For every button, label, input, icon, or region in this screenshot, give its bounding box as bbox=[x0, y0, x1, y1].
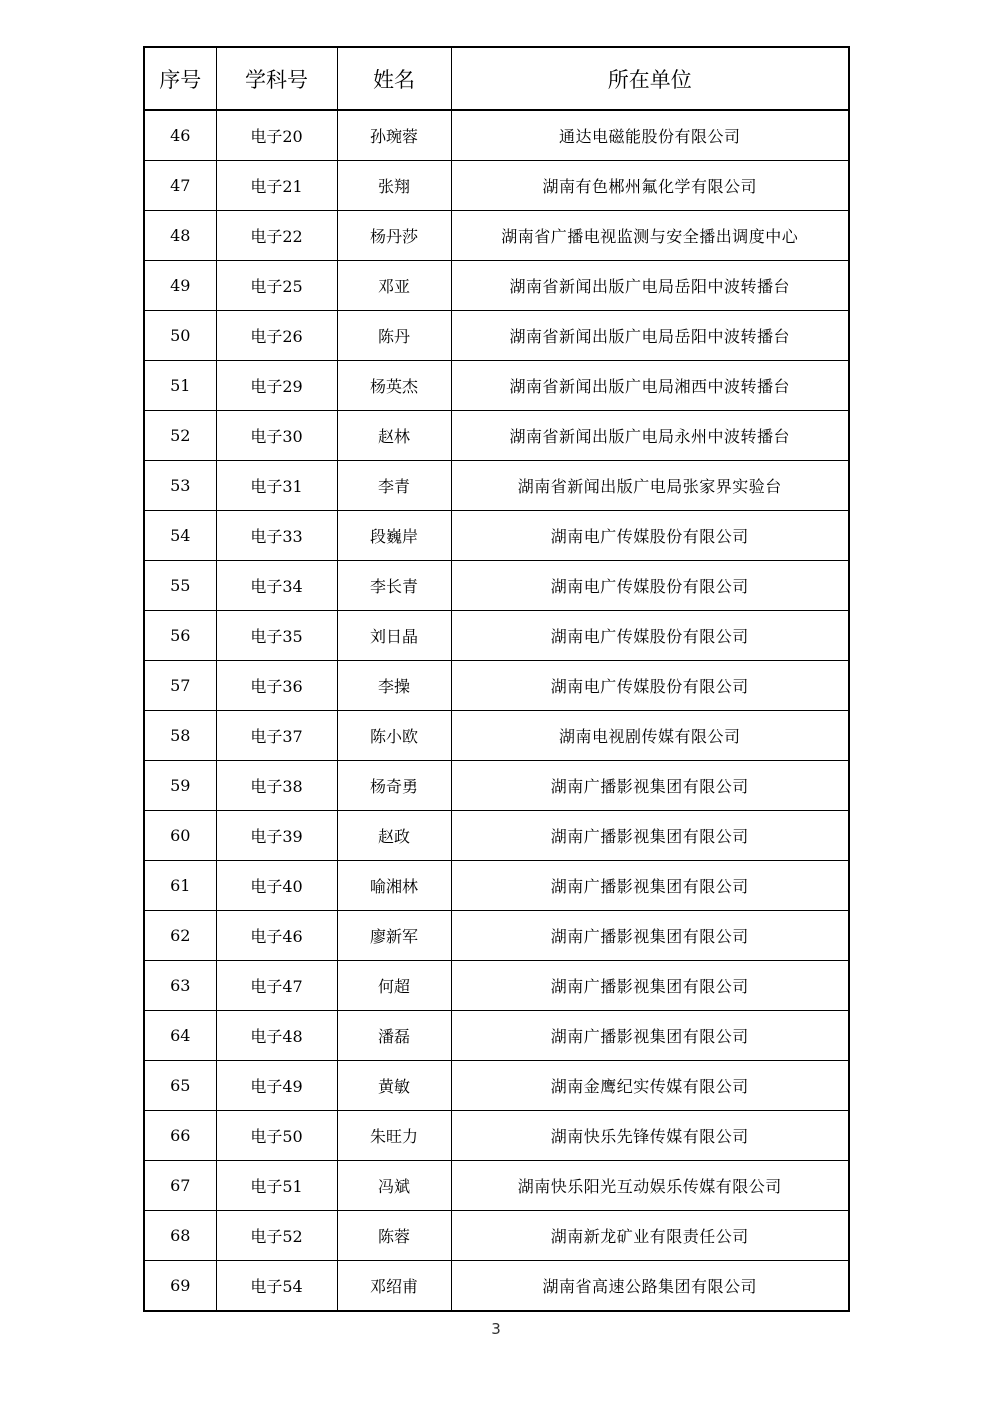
cell-seq: 63 bbox=[144, 961, 216, 1011]
table-row bbox=[144, 961, 849, 1011]
cell-seq: 58 bbox=[144, 711, 216, 761]
cell-subject: 电子31 bbox=[216, 461, 337, 511]
cell-unit: 湖南新龙矿业有限责任公司 bbox=[451, 1211, 849, 1261]
cell-seq: 65 bbox=[144, 1061, 216, 1111]
cell-subject: 电子25 bbox=[216, 261, 337, 311]
cell-name: 李长青 bbox=[337, 561, 451, 611]
cell-seq: 54 bbox=[144, 511, 216, 561]
cell-name: 赵政 bbox=[337, 811, 451, 861]
table-row bbox=[144, 661, 849, 711]
cell-name: 廖新军 bbox=[337, 911, 451, 961]
cell-seq: 64 bbox=[144, 1011, 216, 1061]
cell-unit: 湖南电广传媒股份有限公司 bbox=[451, 661, 849, 711]
cell-name: 何超 bbox=[337, 961, 451, 1011]
cell-subject: 电子50 bbox=[216, 1111, 337, 1161]
cell-name: 段巍岸 bbox=[337, 511, 451, 561]
cell-name: 李青 bbox=[337, 461, 451, 511]
table-row bbox=[144, 861, 849, 911]
cell-seq: 62 bbox=[144, 911, 216, 961]
cell-subject: 电子49 bbox=[216, 1061, 337, 1111]
cell-seq: 53 bbox=[144, 461, 216, 511]
cell-name: 刘日晶 bbox=[337, 611, 451, 661]
table-row bbox=[144, 811, 849, 861]
table-row bbox=[144, 611, 849, 661]
cell-unit: 湖南电广传媒股份有限公司 bbox=[451, 511, 849, 561]
cell-seq: 66 bbox=[144, 1111, 216, 1161]
cell-subject: 电子26 bbox=[216, 311, 337, 361]
cell-subject: 电子52 bbox=[216, 1211, 337, 1261]
cell-unit: 湖南广播影视集团有限公司 bbox=[451, 1011, 849, 1061]
cell-subject: 电子21 bbox=[216, 161, 337, 211]
table-row bbox=[144, 711, 849, 761]
cell-seq: 51 bbox=[144, 361, 216, 411]
cell-subject: 电子20 bbox=[216, 110, 337, 161]
cell-subject: 电子47 bbox=[216, 961, 337, 1011]
table-row bbox=[144, 761, 849, 811]
cell-name: 孙琬蓉 bbox=[337, 110, 451, 161]
table-row bbox=[144, 1111, 849, 1161]
cell-seq: 55 bbox=[144, 561, 216, 611]
cell-name: 赵林 bbox=[337, 411, 451, 461]
cell-unit: 湖南电广传媒股份有限公司 bbox=[451, 561, 849, 611]
header-unit: 所在单位 bbox=[451, 47, 849, 110]
cell-unit: 湖南省新闻出版广电局岳阳中波转播台 bbox=[451, 261, 849, 311]
cell-unit: 湖南电广传媒股份有限公司 bbox=[451, 611, 849, 661]
cell-name: 杨英杰 bbox=[337, 361, 451, 411]
cell-subject: 电子29 bbox=[216, 361, 337, 411]
cell-unit: 湖南省新闻出版广电局岳阳中波转播台 bbox=[451, 311, 849, 361]
cell-subject: 电子38 bbox=[216, 761, 337, 811]
cell-name: 陈蓉 bbox=[337, 1211, 451, 1261]
cell-seq: 69 bbox=[144, 1261, 216, 1312]
cell-subject: 电子51 bbox=[216, 1161, 337, 1211]
table-body bbox=[144, 110, 849, 1311]
cell-unit: 湖南广播影视集团有限公司 bbox=[451, 811, 849, 861]
table-row bbox=[144, 110, 849, 161]
table-row bbox=[144, 361, 849, 411]
cell-seq: 59 bbox=[144, 761, 216, 811]
cell-subject: 电子22 bbox=[216, 211, 337, 261]
cell-subject: 电子54 bbox=[216, 1261, 337, 1312]
cell-unit: 湖南省新闻出版广电局张家界实验台 bbox=[451, 461, 849, 511]
table-row bbox=[144, 561, 849, 611]
cell-unit: 湖南省高速公路集团有限公司 bbox=[451, 1261, 849, 1312]
table-row bbox=[144, 461, 849, 511]
cell-subject: 电子33 bbox=[216, 511, 337, 561]
header-seq: 序号 bbox=[144, 47, 216, 110]
table-row bbox=[144, 1211, 849, 1261]
cell-subject: 电子48 bbox=[216, 1011, 337, 1061]
cell-seq: 47 bbox=[144, 161, 216, 211]
cell-subject: 电子34 bbox=[216, 561, 337, 611]
cell-unit: 湖南省广播电视监测与安全播出调度中心 bbox=[451, 211, 849, 261]
cell-seq: 68 bbox=[144, 1211, 216, 1261]
table-row bbox=[144, 1161, 849, 1211]
cell-seq: 52 bbox=[144, 411, 216, 461]
cell-seq: 48 bbox=[144, 211, 216, 261]
cell-name: 邓绍甫 bbox=[337, 1261, 451, 1312]
cell-unit: 湖南省新闻出版广电局湘西中波转播台 bbox=[451, 361, 849, 411]
cell-seq: 61 bbox=[144, 861, 216, 911]
cell-name: 喻湘林 bbox=[337, 861, 451, 911]
cell-unit: 湖南有色郴州氟化学有限公司 bbox=[451, 161, 849, 211]
table-row bbox=[144, 161, 849, 211]
cell-unit: 湖南快乐先锋传媒有限公司 bbox=[451, 1111, 849, 1161]
cell-name: 杨丹莎 bbox=[337, 211, 451, 261]
cell-name: 杨奇勇 bbox=[337, 761, 451, 811]
cell-unit: 湖南电视剧传媒有限公司 bbox=[451, 711, 849, 761]
table-row bbox=[144, 211, 849, 261]
header-subject: 学科号 bbox=[216, 47, 337, 110]
cell-unit: 湖南广播影视集团有限公司 bbox=[451, 961, 849, 1011]
table-header bbox=[144, 47, 849, 110]
table-row bbox=[144, 1261, 849, 1312]
cell-name: 陈小欧 bbox=[337, 711, 451, 761]
cell-unit: 湖南快乐阳光互动娱乐传媒有限公司 bbox=[451, 1161, 849, 1211]
cell-name: 朱旺力 bbox=[337, 1111, 451, 1161]
cell-name: 张翔 bbox=[337, 161, 451, 211]
cell-subject: 电子39 bbox=[216, 811, 337, 861]
cell-unit: 湖南广播影视集团有限公司 bbox=[451, 861, 849, 911]
table-row bbox=[144, 261, 849, 311]
table-row bbox=[144, 1061, 849, 1111]
cell-unit: 湖南金鹰纪实传媒有限公司 bbox=[451, 1061, 849, 1111]
table-row bbox=[144, 411, 849, 461]
table-row bbox=[144, 911, 849, 961]
header-row bbox=[144, 47, 849, 110]
cell-unit: 湖南广播影视集团有限公司 bbox=[451, 761, 849, 811]
cell-subject: 电子46 bbox=[216, 911, 337, 961]
header-name: 姓名 bbox=[337, 47, 451, 110]
cell-subject: 电子35 bbox=[216, 611, 337, 661]
cell-seq: 67 bbox=[144, 1161, 216, 1211]
cell-subject: 电子30 bbox=[216, 411, 337, 461]
cell-name: 李操 bbox=[337, 661, 451, 711]
cell-unit: 通达电磁能股份有限公司 bbox=[451, 110, 849, 161]
cell-subject: 电子36 bbox=[216, 661, 337, 711]
cell-subject: 电子37 bbox=[216, 711, 337, 761]
cell-seq: 50 bbox=[144, 311, 216, 361]
table-row bbox=[144, 1011, 849, 1061]
cell-unit: 湖南省新闻出版广电局永州中波转播台 bbox=[451, 411, 849, 461]
cell-name: 邓亚 bbox=[337, 261, 451, 311]
cell-unit: 湖南广播影视集团有限公司 bbox=[451, 911, 849, 961]
cell-name: 潘磊 bbox=[337, 1011, 451, 1061]
cell-seq: 57 bbox=[144, 661, 216, 711]
table-row bbox=[144, 511, 849, 561]
page-number: 3 bbox=[491, 1320, 501, 1338]
cell-name: 冯斌 bbox=[337, 1161, 451, 1211]
cell-subject: 电子40 bbox=[216, 861, 337, 911]
cell-name: 陈丹 bbox=[337, 311, 451, 361]
cell-seq: 56 bbox=[144, 611, 216, 661]
cell-name: 黄敏 bbox=[337, 1061, 451, 1111]
cell-seq: 49 bbox=[144, 261, 216, 311]
table-row bbox=[144, 311, 849, 361]
cell-seq: 46 bbox=[144, 110, 216, 161]
personnel-table bbox=[143, 46, 850, 1312]
cell-seq: 60 bbox=[144, 811, 216, 861]
